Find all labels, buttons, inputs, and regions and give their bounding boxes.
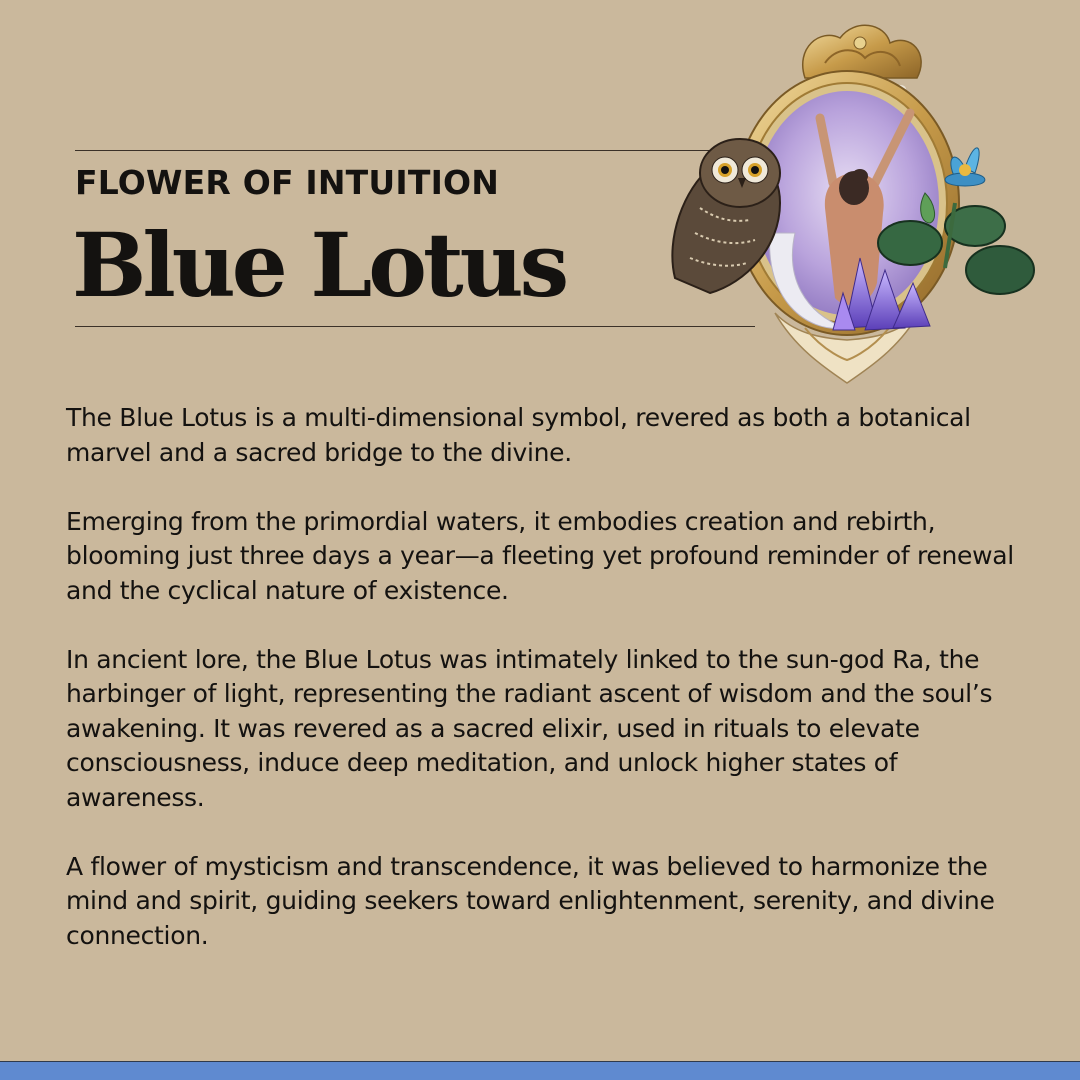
paragraph-intro: The Blue Lotus is a multi-dimensional symbol, revered as both a botanical marvel and a sacred bridge to the divine. [66,403,971,467]
paragraph-rebirth: Emerging from the primordial waters, it embodies creation and rebirth, blooming just three days a year—a fleeting yet profound reminder of renewal and the cyclical nature of existence. [66,506,1014,605]
eyebrow-heading: FLOWER OF INTUITION [75,163,500,202]
page-title: Blue Lotus [72,213,566,317]
footer-accent-bar [0,1061,1080,1080]
top-divider [75,150,735,151]
bottom-divider [75,326,755,327]
body-text [66,401,1026,988]
paragraph-ancient-lore: In ancient lore, the Blue Lotus was intimately linked to the sun-god Ra, the harbinger of light, representing the radiant ascent of wisdom and the soul’s awakening. It was revered as a sacred elixir, used in rituals to elevate consciousness, induce deep meditation, and unlock higher states of awareness. [66,644,993,812]
eagle-crest [803,25,921,78]
paragraph-mysticism: A flower of mysticism and transcendence, it was believed to harmonize the mind and spirit, guiding seekers toward enlightenment, serenity, and divine connection. [66,851,995,950]
mirror-collage-illustration [655,8,1040,393]
